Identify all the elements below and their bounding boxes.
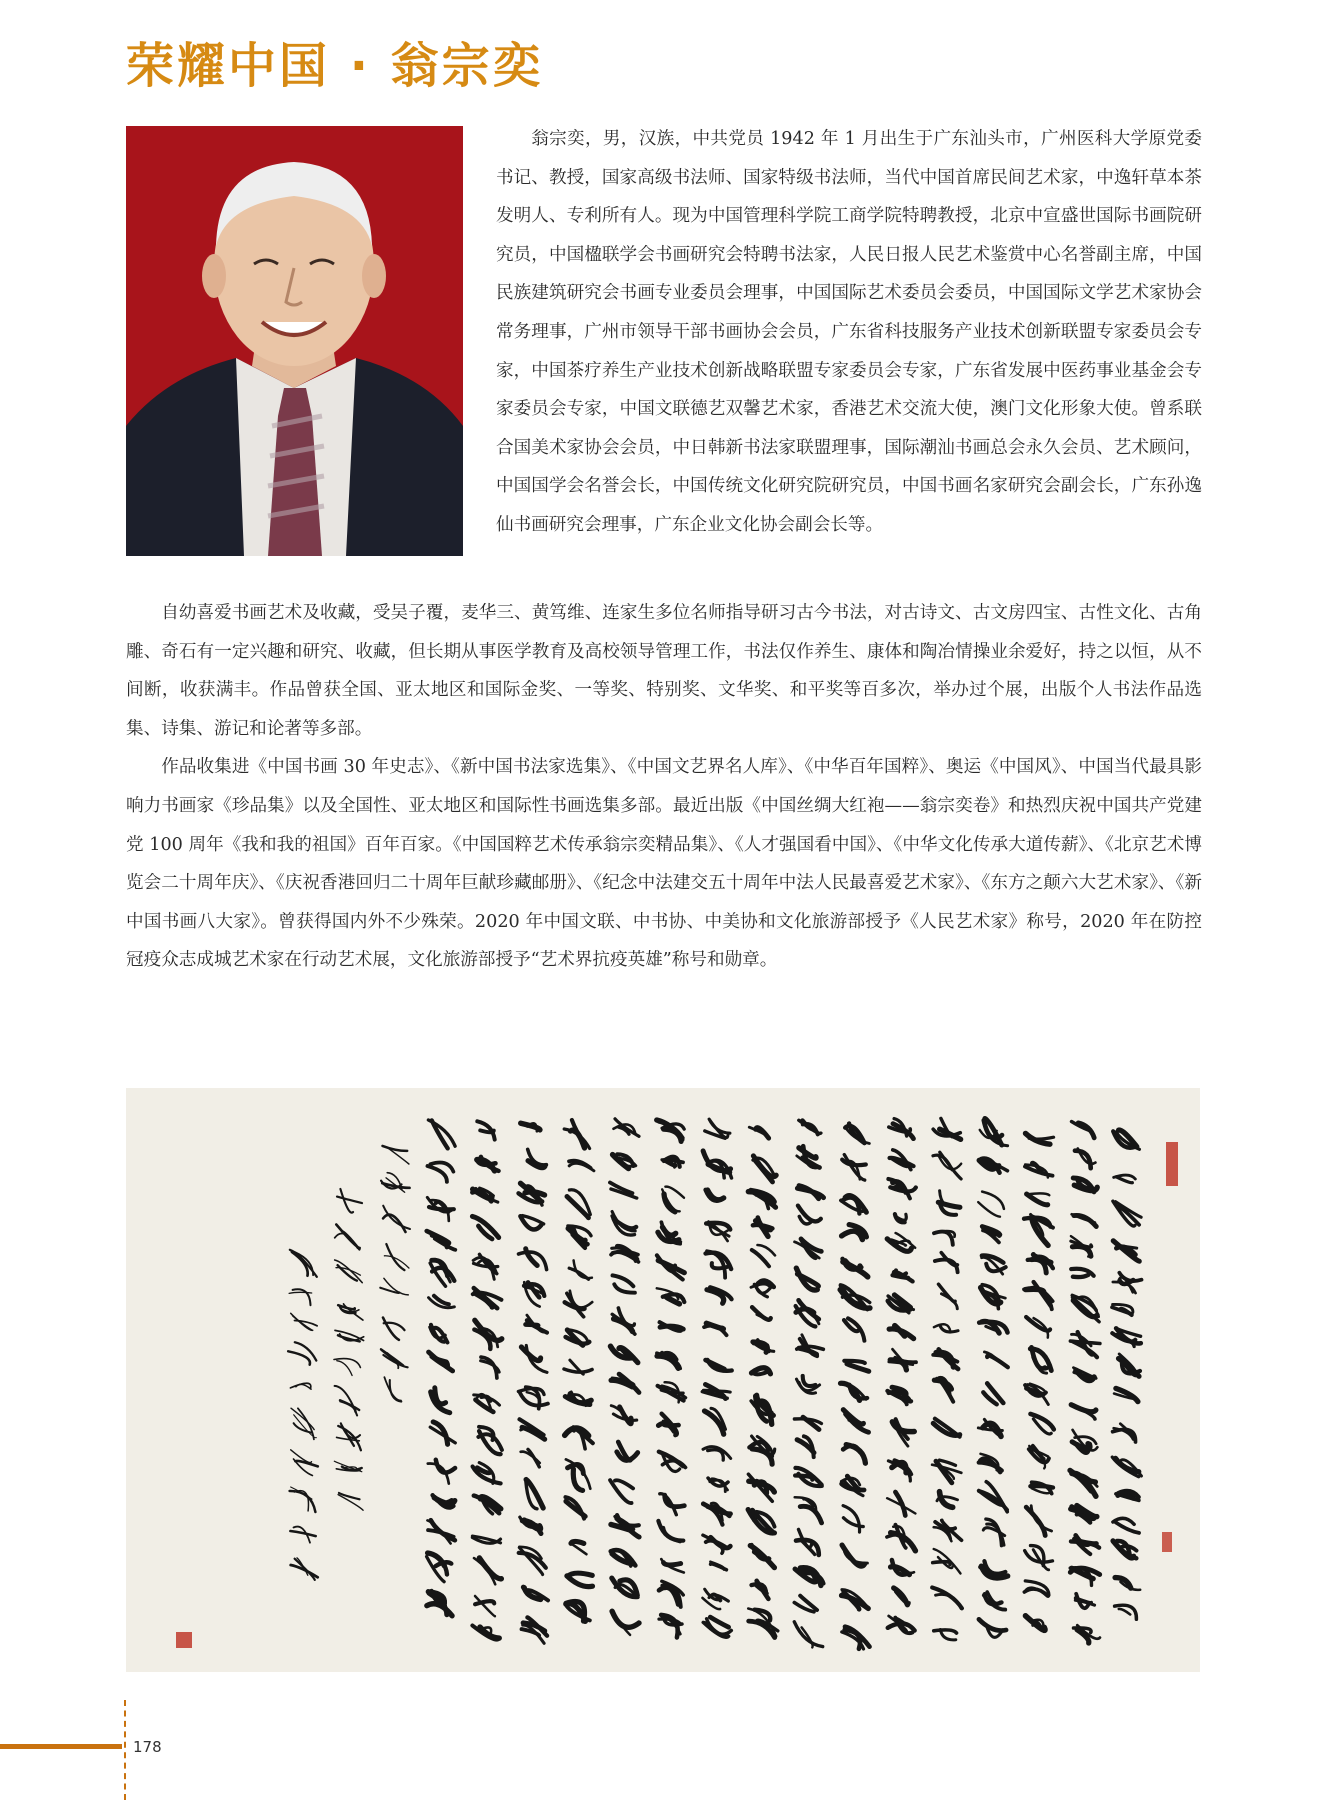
bio-paragraph-2: 自幼喜爱书画艺术及收藏，受吴子覆，麦华三、黄笃维、连家生多位名师指导研习古今书法，对古诗文、古文房四宝、古性文化、古角雕、奇石有一定兴趣和研究、收藏，但长期从事医学教育及高校领导管理工作，书法仅作养生、康体和陶冶情操业余爱好，持之以恒，从不间断，收获满丰。作品曾获全国、亚太地区和国际金奖、一等奖、特别奖、文华奖、和平奖等百多次，举办过个展，出版个人书法作品选集、诗集、游记和论著等多部。: [126, 603, 1202, 739]
brush-stroke: [571, 1541, 584, 1543]
footer-accent-line: [0, 1744, 122, 1749]
seal-stamp-bottom: [176, 1632, 192, 1648]
page-title: 荣耀中国 · 翁宗奕: [126, 38, 544, 94]
brush-stroke: [664, 1563, 681, 1565]
seal-stamp-middle: [1162, 1532, 1172, 1552]
page-number: 178: [133, 1738, 162, 1756]
brush-stroke: [844, 1361, 865, 1363]
bio-paragraph-3: 作品收集进《中国书画 30 年史志》、《新中国书法家选集》、《中国文艺界名人库》、《中华百年国粹》、奥运《中国风》、中国当代最具影响力书画家《珍品集》以及全国性、亚太地区和国际性书画选集多部。最近出版《中国丝绸大红袍——翁宗奕卷》和热烈庆祝中国共产党建党 100 周年《我和我的祖国》百年百家。《中国国粹艺术传承翁宗奕精品集》、《人才强国看中国》、《中华文化传承大道传薪》、《北京艺术博览会二十周年庆》、《庆祝香港回归二十周年巨献珍藏邮册》、《纪念中法建交五十周年中法人民最喜爱艺术家》、《东方之颠六大艺术家》、《新中国书画八大家》。曾获得国内外不少殊荣。2020 年中国文联、中书协、中美协和文化旅游部授予《人民艺术家》称号，2020 年在防控冠疫众志成城艺术家在行动艺术展，文化旅游部授予“艺术界抗疫英雄”称号和勋章。: [126, 757, 1202, 971]
footer-dashed-rule: [124, 1700, 126, 1800]
brush-stroke: [525, 1192, 544, 1195]
brush-stroke: [1030, 1486, 1053, 1488]
portrait-photo: [126, 126, 463, 556]
brush-stroke: [526, 1325, 538, 1327]
calligraphy-artwork: [126, 1088, 1200, 1672]
calligraphy-image: [126, 1088, 1200, 1672]
portrait-illustration: [126, 126, 463, 556]
bio-body: [126, 594, 1202, 980]
bio-intro: [496, 120, 1202, 545]
brush-stroke: [429, 1207, 454, 1209]
bio-paragraph-1: 翁宗奕，男，汉族，中共党员 1942 年 1 月出生于广东汕头市，广州医科大学原党委书记、教授，国家高级书法师、国家特级书法师，当代中国首席民间艺术家，中逸轩草本茶发明人、专利所有人。现为中国管理科学院工商学院特聘教授，北京中宣盛世国际书画院研究员，中国楹联学会书画研究会特聘书法家，人民日报人民艺术鉴赏中心名誉副主席，中国民族建筑研究会书画专业委员会理事，中国国际艺术委员会委员，中国国际文学艺术家协会常务理事，广州市领导干部书画协会会员，广东省科技服务产业技术创新联盟专家委员会专家，中国茶疗养生产业技术创新战略联盟专家委员会专家，广东省发展中医药事业基金会专家委员会专家，中国文联德艺双馨艺术家，香港艺术交流大使，澳门文化形象大使。曾系联合国美术家协会会员，中日韩新书法家联盟理事，国际潮汕书画总会永久会员、艺术顾问，中国国学会名誉会长，中国传统文化研究院研究员，中国书画名家研究会副会长，广东孙逸仙书画研究会理事，广东企业文化协会副会长等。: [496, 129, 1202, 535]
brush-stroke: [1073, 1275, 1088, 1277]
seal-stamp-top: [1166, 1142, 1178, 1186]
